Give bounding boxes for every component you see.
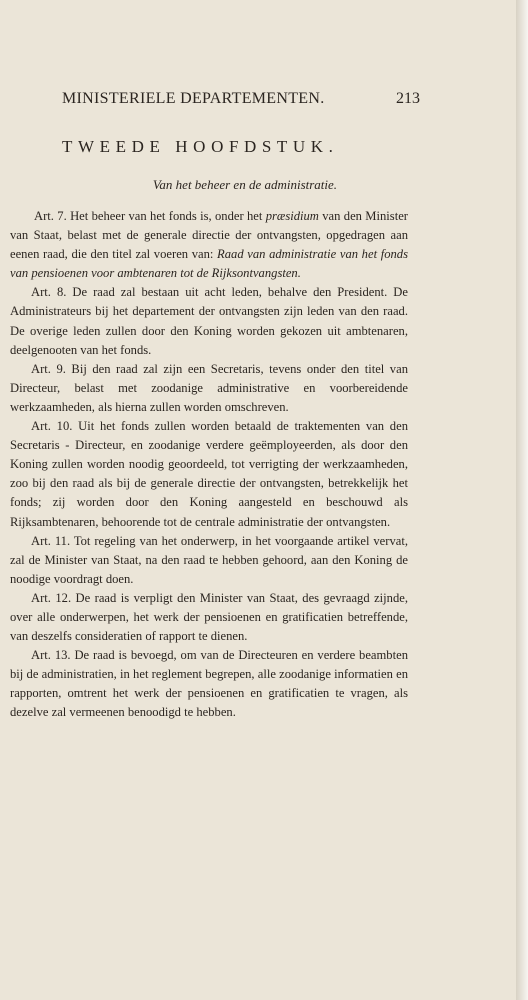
chapter-title: TWEEDE HOOFDSTUK. bbox=[62, 137, 339, 156]
article-paragraph bbox=[10, 360, 408, 417]
running-head: MINISTERIELE DEPARTEMENTEN. bbox=[62, 90, 325, 107]
text-segment: Art. 9. Bij den raad zal zijn een Secretaris, tevens onder den titel van Directeur, belast met zoodanige administrative en voorbereidende werkzaamheden, als hierna zullen worden omschreven. bbox=[10, 361, 408, 414]
text-segment: Art. 8. De raad zal bestaan uit acht leden, behalve den President. De Administrateurs bij het departement der ontvangsten zijn leden van den raad. De overige leden zullen door den Koning worden gekozen uit ambtenaren, deelgenooten van het fonds. bbox=[10, 285, 408, 357]
article-paragraph bbox=[10, 532, 408, 589]
text-segment: Art. 7. Het beheer van het fonds is, onder het bbox=[34, 209, 266, 223]
page-number: 213 bbox=[396, 90, 420, 107]
text-segment: Art. 11. Tot regeling van het onderwerp, in het voorgaande artikel vervat, zal de Minister van Staat, na den raad te hebben gehoord, aan den Koning de noodige voordragt doen. bbox=[10, 533, 408, 586]
article-paragraph bbox=[10, 589, 408, 646]
article-paragraph bbox=[10, 646, 408, 722]
text-segment: Art. 13. De raad is bevoegd, om van de Directeuren en verdere beambten bij de administratien, in het reglement begrepen, alle zoodanige informatien en rapporten, omtrent het werk der pensioenen en gratificatien te vragen, als dezelve zal vermeenen benoodigd te hebben. bbox=[10, 648, 408, 720]
text-segment: Art. 10. Uit het fonds zullen worden betaald de traktementen van den Secretaris - Directeur, en zoodanige verdere geëmployeerden, als door den Koning zullen worden noodig geoordeeld, tot verrigting der werkzaamheden, zoo bij den raad als bij de generale directie der ontvangsten, betrekkelijk het fonds; zij worden door den Koning aangesteld en beschouwd als Rijksambtenaren, behoorende tot de centrale administratie der ontvangsten. bbox=[10, 419, 408, 529]
text-segment: van den Minister van Staat, belast met de generale directie der ontvangsten, opgedragen aan eenen raad, die den titel zal voeren van: bbox=[10, 209, 408, 262]
page-edge bbox=[516, 0, 528, 1000]
text-segment-italic: Raad van administratie van het fonds van pensioenen voor ambtenaren tot de Rijksontvangsten. bbox=[10, 247, 408, 281]
section-title: Van het beheer en de administratie. bbox=[152, 177, 338, 192]
article-paragraph bbox=[10, 283, 408, 359]
article-body bbox=[10, 207, 408, 723]
text-segment-italic: præsidium bbox=[265, 209, 319, 223]
article-paragraph bbox=[10, 417, 408, 532]
article-paragraph bbox=[10, 207, 408, 283]
text-segment: Art. 12. De raad is verpligt den Minister van Staat, des gevraagd zijnde, over alle onderwerpen, het werk der pensioenen en gratificatien betreffende, van deszelfs consideratien of rapport te dienen. bbox=[10, 590, 408, 644]
